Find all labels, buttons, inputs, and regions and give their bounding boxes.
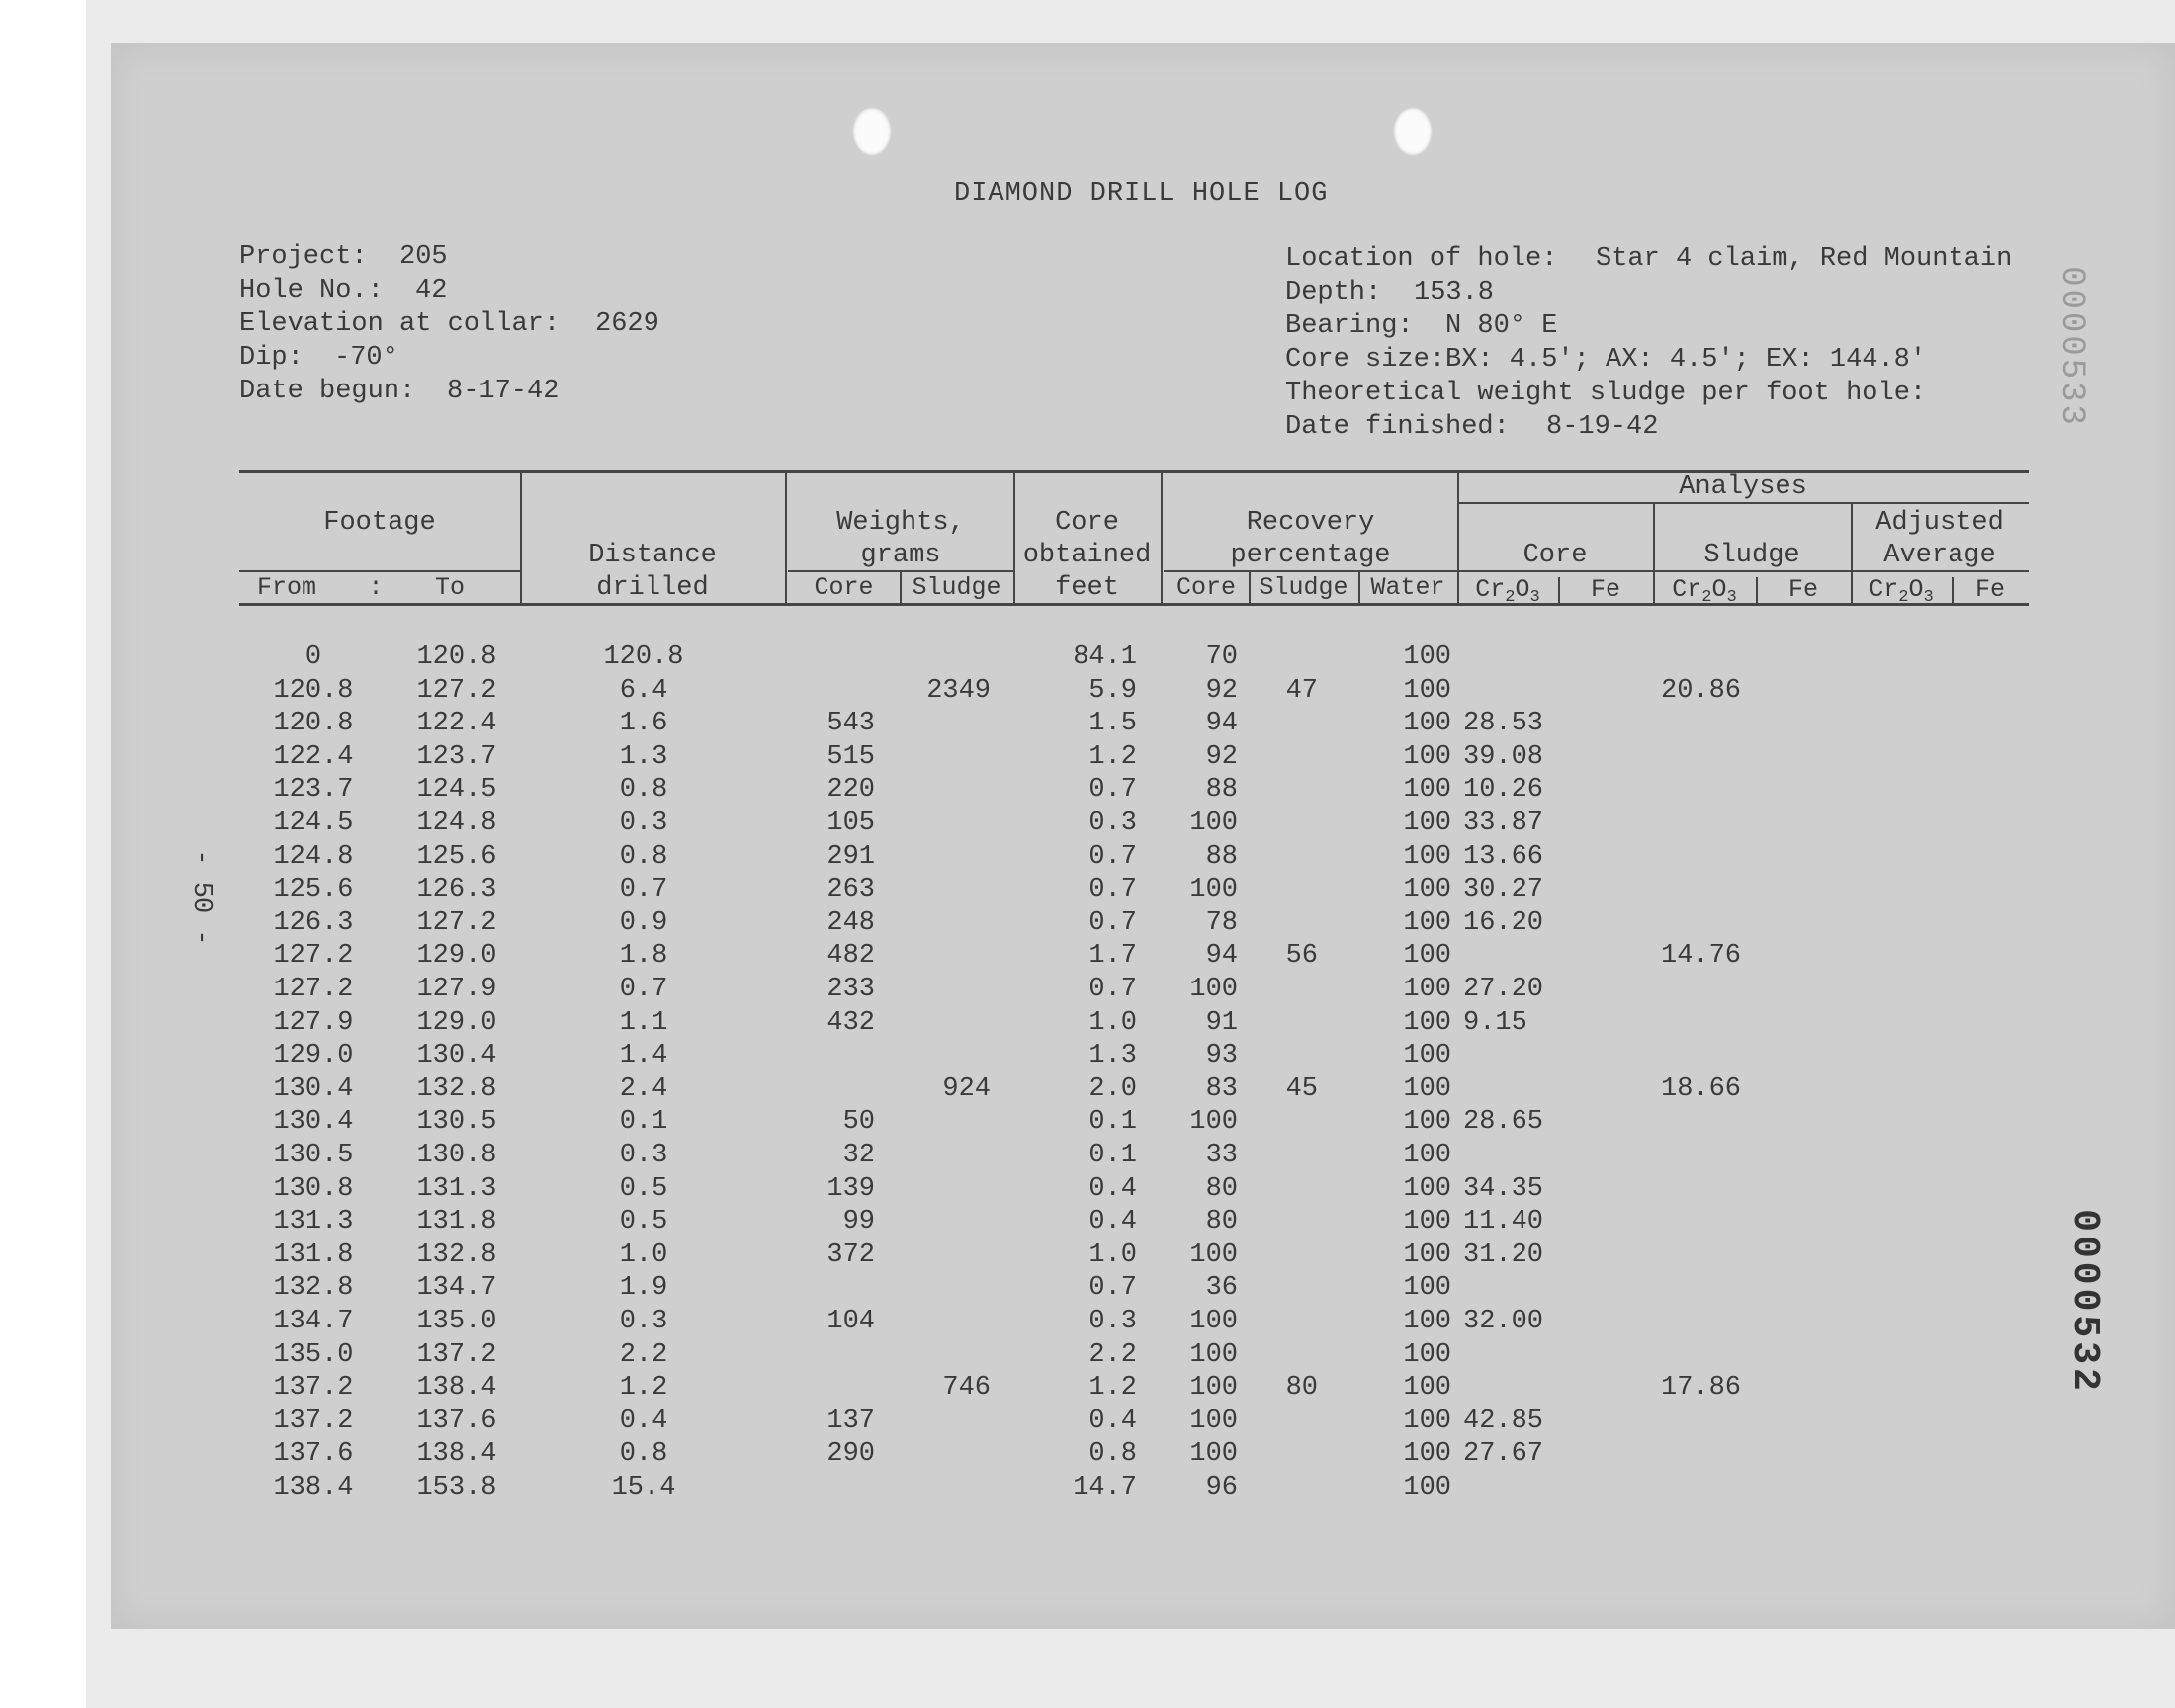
header-to: To [434,573,465,602]
depth-label: Depth: [1285,278,1382,307]
cell-distance: 0.8 [619,775,668,805]
cell-analysis-core-cr2o3: 9.15 [1463,1008,1527,1038]
cell-to: 129.0 [416,941,497,971]
cell-core-obtained: 2.0 [1088,1074,1137,1104]
depth-value: 153.8 [1414,278,1495,307]
header-adjusted-line1: Adjusted [1875,508,2004,538]
cell-analysis-core-cr2o3: 34.35 [1463,1174,1544,1204]
cell-recovery-core: 100 [1189,1373,1238,1403]
cell-distance: 1.0 [619,1240,668,1270]
cell-recovery-water: 100 [1403,1041,1451,1070]
cell-recovery-water: 100 [1403,1008,1451,1038]
cell-to: 127.2 [416,676,497,706]
cell-recovery-core: 100 [1189,1340,1238,1370]
cell-weight-core: 515 [826,742,875,772]
cell-from: 138.4 [273,1473,354,1502]
cell-from: 131.3 [273,1207,354,1237]
cell-core-obtained: 0.8 [1088,1439,1137,1469]
document-number: 0000532 [2063,1209,2106,1395]
cell-to: 129.0 [416,1008,497,1038]
cell-weight-sludge: 924 [942,1074,991,1104]
cell-to: 132.8 [416,1240,497,1270]
header-recovery-core: Core [1175,573,1236,602]
cell-recovery-water: 100 [1403,975,1451,1004]
cell-weight-sludge: 746 [942,1373,991,1403]
cell-weight-core: 233 [826,975,875,1004]
cell-core-obtained: 0.3 [1088,1307,1137,1336]
cell-recovery-core: 33 [1205,1141,1238,1170]
header-adjusted-cr2o3: $Cr_2O_3$ [1869,575,1934,607]
cell-analysis-sludge-cr2o3: 18.66 [1661,1074,1742,1104]
cell-core-obtained: 1.7 [1088,941,1137,971]
location-label: Location of hole: [1285,244,1558,274]
cell-recovery-core: 80 [1205,1207,1238,1237]
cell-core-obtained: 0.1 [1088,1107,1137,1137]
cell-recovery-water: 100 [1403,842,1451,872]
cell-recovery-sludge: 47 [1285,676,1318,706]
cell-from: 137.6 [273,1439,354,1469]
cell-to: 130.8 [416,1141,497,1170]
cell-from: 137.2 [273,1373,354,1403]
cell-distance: 0.3 [619,1141,668,1170]
cell-from: 137.2 [273,1407,354,1436]
cell-distance: 0.4 [619,1407,668,1436]
cell-analysis-core-cr2o3: 27.20 [1463,975,1544,1004]
cell-weight-core: 32 [842,1141,875,1170]
cell-recovery-core: 80 [1205,1174,1238,1204]
cell-recovery-water: 100 [1403,908,1451,938]
cell-recovery-core: 94 [1205,941,1238,971]
punch-hole-right [1393,107,1433,156]
cell-to: 138.4 [416,1373,497,1403]
document-title: DIAMOND DRILL HOLE LOG [954,179,1329,209]
header-weights-core: Core [814,573,874,602]
header-distance-line1: Distance [588,541,717,570]
cell-distance: 2.4 [619,1074,668,1104]
cell-to: 137.6 [416,1407,497,1436]
analyses-rule [1457,502,2029,504]
cell-analysis-core-cr2o3: 42.85 [1463,1407,1544,1436]
header-core-cr2o3: $Cr_2O_3$ [1475,575,1540,607]
cell-distance: 0.7 [619,875,668,904]
hole-no-label: Hole No.: [239,276,384,305]
cell-core-obtained: 0.7 [1088,908,1137,938]
cell-recovery-water: 100 [1403,1407,1451,1436]
header-recovery-sludge: Sludge [1259,573,1348,602]
header-weights-line2: grams [860,541,941,570]
header-core-obtained-line2: obtained [1022,541,1152,570]
cell-recovery-core: 100 [1189,1439,1238,1469]
cell-recovery-water: 100 [1403,676,1451,706]
cell-recovery-water: 100 [1403,809,1451,838]
cell-distance: 6.4 [619,676,668,706]
cell-to: 126.3 [416,875,497,904]
cell-from: 0 [304,642,322,672]
punch-hole-left [852,107,892,156]
cell-distance: 1.8 [619,941,668,971]
cell-from: 129.0 [273,1041,354,1070]
cell-recovery-water: 100 [1403,1207,1451,1237]
cell-distance: 120.8 [603,642,684,672]
cell-from: 124.8 [273,842,354,872]
dip-value: -70° [334,343,398,373]
header-distance-line2: drilled [596,573,709,603]
cell-from: 134.7 [273,1307,354,1336]
cell-distance: 1.2 [619,1373,668,1403]
cell-analysis-core-cr2o3: 39.08 [1463,742,1544,772]
cell-weight-core: 372 [826,1240,875,1270]
elevation-value: 2629 [595,309,659,339]
header-core-obtained-line1: Core [1055,508,1119,538]
header-from: From [256,573,316,602]
date-finished-label: Date finished: [1285,412,1510,442]
cell-core-obtained: 2.2 [1088,1340,1137,1370]
cell-core-obtained: 1.0 [1088,1008,1137,1038]
cell-recovery-core: 100 [1189,875,1238,904]
cell-core-obtained: 0.3 [1088,809,1137,838]
cell-recovery-sludge: 45 [1285,1074,1318,1104]
header-adjusted-fe: Fe [1974,575,2005,604]
header-analyses: Analyses [1679,472,1807,502]
cell-core-obtained: 5.9 [1088,676,1137,706]
footage-rule [239,570,520,572]
cell-from: 120.8 [273,709,354,738]
divider-after-distance [785,470,787,603]
cell-recovery-core: 88 [1205,842,1238,872]
cell-distance: 1.9 [619,1273,668,1303]
cell-weight-core: 139 [826,1174,875,1204]
header-analyses-sludge: Sludge [1703,541,1800,570]
cell-core-obtained: 0.7 [1088,775,1137,805]
cell-recovery-water: 100 [1403,1340,1451,1370]
scan-background [0,0,86,1708]
cell-analysis-sludge-cr2o3: 14.76 [1661,941,1742,971]
faint-document-number: 0000533 [2052,266,2090,428]
cell-recovery-water: 100 [1403,1273,1451,1303]
cell-analysis-core-cr2o3: 31.20 [1463,1240,1544,1270]
cell-from: 125.6 [273,875,354,904]
cell-weight-core: 290 [826,1439,875,1469]
header-recovery-line2: percentage [1230,541,1391,570]
cell-recovery-core: 36 [1205,1273,1238,1303]
cell-to: 120.8 [416,642,497,672]
cell-recovery-water: 100 [1403,875,1451,904]
cell-recovery-core: 100 [1189,1107,1238,1137]
cell-to: 134.7 [416,1273,497,1303]
cell-recovery-water: 100 [1403,1074,1451,1104]
cell-to: 153.8 [416,1473,497,1502]
cell-analysis-core-cr2o3: 11.40 [1463,1207,1544,1237]
cell-recovery-water: 100 [1403,709,1451,738]
cell-to: 127.9 [416,975,497,1004]
cell-weight-sludge: 2349 [926,676,991,706]
cell-from: 126.3 [273,908,354,938]
cell-from: 123.7 [273,775,354,805]
cell-analysis-core-cr2o3: 27.67 [1463,1439,1544,1469]
cell-recovery-core: 96 [1205,1473,1238,1502]
cell-core-obtained: 1.0 [1088,1240,1137,1270]
cell-recovery-core: 100 [1189,809,1238,838]
cell-distance: 0.3 [619,809,668,838]
cell-to: 138.4 [416,1439,497,1469]
cell-to: 130.5 [416,1107,497,1137]
cell-from: 135.0 [273,1340,354,1370]
cell-weight-core: 432 [826,1008,875,1038]
cell-from: 132.8 [273,1273,354,1303]
cell-recovery-core: 70 [1205,642,1238,672]
cell-from: 127.2 [273,975,354,1004]
cell-distance: 2.2 [619,1340,668,1370]
cell-to: 122.4 [416,709,497,738]
cell-core-obtained: 0.7 [1088,842,1137,872]
cell-distance: 0.5 [619,1174,668,1204]
cell-recovery-core: 100 [1189,975,1238,1004]
cell-recovery-water: 100 [1403,1107,1451,1137]
recovery-rule [1164,570,1457,572]
cell-distance: 0.8 [619,842,668,872]
bearing-label: Bearing: [1285,311,1414,341]
cell-core-obtained: 1.5 [1088,709,1137,738]
cell-distance: 0.7 [619,975,668,1004]
header-core-fe: Fe [1590,575,1620,604]
divider-after-core-obtained [1161,470,1163,603]
date-begun-label: Date begun: [239,377,416,406]
header-recovery-line1: Recovery [1246,508,1375,538]
cell-analysis-core-cr2o3: 28.65 [1463,1107,1544,1137]
cell-recovery-water: 100 [1403,742,1451,772]
cell-to: 135.0 [416,1307,497,1336]
cell-core-obtained: 0.4 [1088,1174,1137,1204]
cell-recovery-water: 100 [1403,1439,1451,1469]
bearing-value: N 80° E [1445,311,1558,341]
header-sludge-cr2o3: $Cr_2O_3$ [1672,575,1737,607]
cell-recovery-core: 100 [1189,1407,1238,1436]
header-analyses-core: Core [1522,541,1588,570]
cell-core-obtained: 1.2 [1088,742,1137,772]
cell-analysis-sludge-cr2o3: 17.86 [1661,1373,1742,1403]
cell-from: 130.4 [273,1074,354,1104]
cell-recovery-core: 78 [1205,908,1238,938]
cell-distance: 0.9 [619,908,668,938]
header-weights-sludge: Sludge [912,573,1001,602]
cell-to: 137.2 [416,1340,497,1370]
cell-core-obtained: 14.7 [1073,1473,1137,1502]
cell-core-obtained: 0.7 [1088,875,1137,904]
cell-analysis-core-cr2o3: 16.20 [1463,908,1544,938]
cell-weight-core: 482 [826,941,875,971]
cell-recovery-sludge: 80 [1285,1373,1318,1403]
cell-analysis-core-cr2o3: 30.27 [1463,875,1544,904]
page-number: - 50 - [186,849,216,946]
header-footage: Footage [323,508,436,538]
cell-recovery-core: 83 [1205,1074,1238,1104]
cell-weight-core: 99 [842,1207,875,1237]
location-value: Star 4 claim, Red Mountain [1596,244,2013,274]
cell-distance: 1.4 [619,1041,668,1070]
cell-to: 123.7 [416,742,497,772]
project-label: Project: [239,242,368,272]
cell-recovery-core: 88 [1205,775,1238,805]
cell-distance: 0.1 [619,1107,668,1137]
cell-recovery-core: 91 [1205,1008,1238,1038]
core-size-value: BX: 4.5'; AX: 4.5'; EX: 144.8' [1445,345,1927,375]
cell-weight-core: 248 [826,908,875,938]
cell-to: 124.8 [416,809,497,838]
cell-from: 122.4 [273,742,354,772]
cell-analysis-core-cr2o3: 33.87 [1463,809,1544,838]
date-begun-value: 8-17-42 [447,377,560,406]
core-size-label: Core size: [1285,345,1446,375]
cell-from: 127.2 [273,941,354,971]
header-weights-line1: Weights, [836,508,965,538]
cell-from: 120.8 [273,676,354,706]
cell-weight-core: 137 [826,1407,875,1436]
elevation-label: Elevation at collar: [239,309,561,339]
cell-recovery-core: 100 [1189,1240,1238,1270]
cell-distance: 0.8 [619,1439,668,1469]
cell-from: 130.8 [273,1174,354,1204]
cell-to: 127.2 [416,908,497,938]
cell-weight-core: 220 [826,775,875,805]
cell-core-obtained: 1.3 [1088,1041,1137,1070]
cell-distance: 1.6 [619,709,668,738]
cell-weight-core: 104 [826,1307,875,1336]
header-adjusted-line2: Average [1883,541,1996,570]
header-recovery-water: Water [1370,573,1445,602]
cell-weight-core: 291 [826,842,875,872]
cell-recovery-water: 100 [1403,1373,1451,1403]
cell-core-obtained: 1.2 [1088,1373,1137,1403]
analyses-sub-rule [1457,570,2029,572]
cell-to: 131.8 [416,1207,497,1237]
cell-from: 130.4 [273,1107,354,1137]
cell-core-obtained: 0.7 [1088,975,1137,1004]
cell-recovery-core: 100 [1189,1307,1238,1336]
cell-core-obtained: 0.4 [1088,1407,1137,1436]
cell-from: 127.9 [273,1008,354,1038]
cell-recovery-water: 100 [1403,775,1451,805]
cell-weight-core: 543 [826,709,875,738]
sludge-weight-label: Theoretical weight sludge per foot hole: [1285,379,1927,408]
cell-recovery-water: 100 [1403,1473,1451,1502]
cell-analysis-sludge-cr2o3: 20.86 [1661,676,1742,706]
cell-recovery-core: 93 [1205,1041,1238,1070]
cell-distance: 1.3 [619,742,668,772]
cell-to: 132.8 [416,1074,497,1104]
cell-recovery-water: 100 [1403,941,1451,971]
cell-recovery-water: 100 [1403,642,1451,672]
cell-to: 124.5 [416,775,497,805]
date-finished-value: 8-19-42 [1546,412,1659,442]
cell-from: 131.8 [273,1240,354,1270]
dip-label: Dip: [239,343,304,373]
cell-weight-core: 105 [826,809,875,838]
cell-recovery-water: 100 [1403,1141,1451,1170]
cell-core-obtained: 0.7 [1088,1273,1137,1303]
cell-recovery-core: 92 [1205,742,1238,772]
cell-to: 131.3 [416,1174,497,1204]
cell-analysis-core-cr2o3: 13.66 [1463,842,1544,872]
hole-no-value: 42 [415,276,448,305]
cell-recovery-sludge: 56 [1285,941,1318,971]
cell-core-obtained: 0.1 [1088,1141,1137,1170]
cell-from: 130.5 [273,1141,354,1170]
header-core-obtained-line3: feet [1055,573,1119,603]
cell-to: 130.4 [416,1041,497,1070]
header-colon: : [368,573,384,602]
cell-distance: 0.5 [619,1207,668,1237]
cell-to: 125.6 [416,842,497,872]
cell-weight-core: 263 [826,875,875,904]
cell-analysis-core-cr2o3: 10.26 [1463,775,1544,805]
cell-core-obtained: 84.1 [1073,642,1137,672]
cell-recovery-core: 94 [1205,709,1238,738]
cell-recovery-water: 100 [1403,1174,1451,1204]
cell-analysis-core-cr2o3: 32.00 [1463,1307,1544,1336]
cell-distance: 0.3 [619,1307,668,1336]
cell-distance: 1.1 [619,1008,668,1038]
cell-analysis-core-cr2o3: 28.53 [1463,709,1544,738]
cell-recovery-water: 100 [1403,1240,1451,1270]
cell-from: 124.5 [273,809,354,838]
cell-core-obtained: 0.4 [1088,1207,1137,1237]
header-sludge-fe: Fe [1787,575,1818,604]
cell-distance: 15.4 [611,1473,676,1502]
cell-weight-core: 50 [842,1107,875,1137]
cell-recovery-water: 100 [1403,1307,1451,1336]
project-value: 205 [399,242,448,272]
cell-recovery-core: 92 [1205,676,1238,706]
